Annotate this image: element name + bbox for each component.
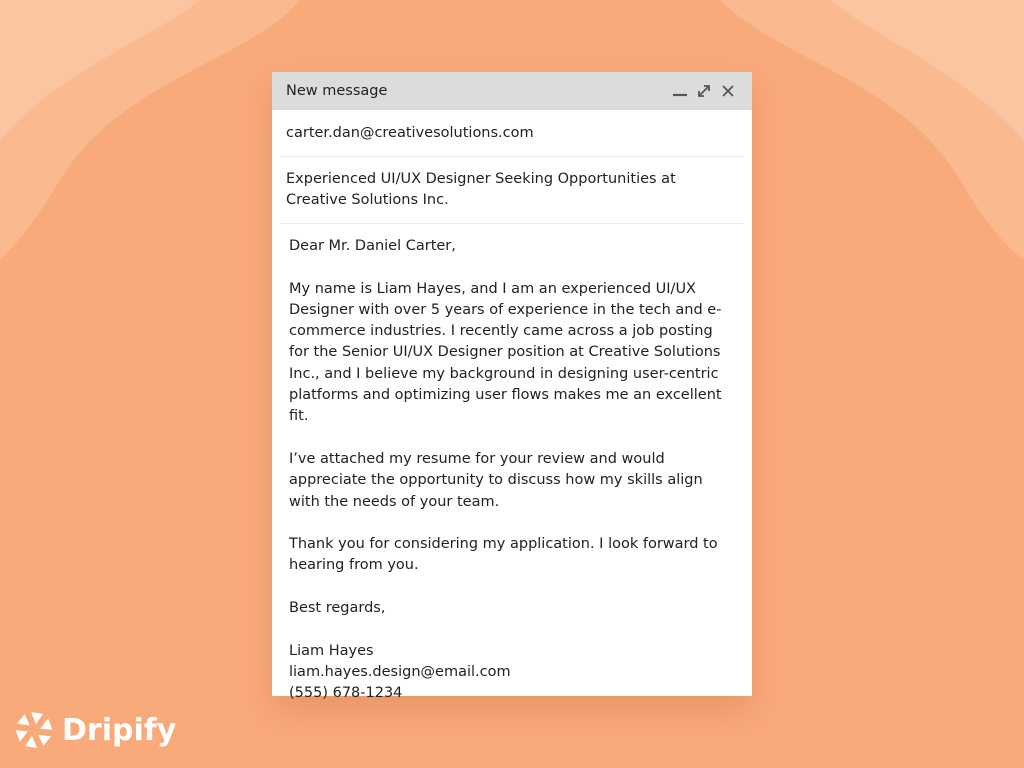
brand-name: Dripify (62, 712, 177, 748)
expand-icon[interactable] (694, 81, 714, 101)
body-paragraph: My name is Liam Hayes, and I am an experienced UI/UX Designer with over 5 years of experience in the tech and e-commerce industries. I recently came across a job posting for the Senior UI/UX Designer position at Creative Solutions Inc., and I believe my background in designing user-centric platforms and optimizing user flows makes me an excellent fit. (289, 280, 722, 425)
body-paragraph: Thank you for considering my application. I look forward to hearing from you. (289, 536, 718, 574)
window-title: New message (286, 83, 388, 99)
dripify-logo (14, 710, 176, 750)
subject-field[interactable]: Experienced UI/UX Designer Seeking Opportunities at Creative Solutions Inc. (280, 157, 744, 224)
compose-window (272, 72, 752, 702)
signature-name: Liam Hayes (289, 642, 374, 659)
body-paragraph: I’ve attached my resume for your review and would appreciate the opportunity to discuss how my skills align with the needs of your team. (289, 450, 703, 510)
to-field[interactable]: carter.dan@creativesolutions.com (280, 110, 744, 157)
greeting: Dear Mr. Daniel Carter, (289, 238, 456, 254)
compose-header (272, 72, 752, 110)
message-body[interactable] (272, 224, 752, 717)
aperture-icon (14, 710, 54, 750)
signature-email: liam.hayes.design@email.com (289, 663, 511, 680)
closing: Best regards, (289, 600, 386, 617)
close-icon[interactable] (718, 81, 738, 101)
minimize-icon[interactable] (670, 81, 690, 101)
signature-phone: (555) 678-1234 (289, 685, 403, 702)
